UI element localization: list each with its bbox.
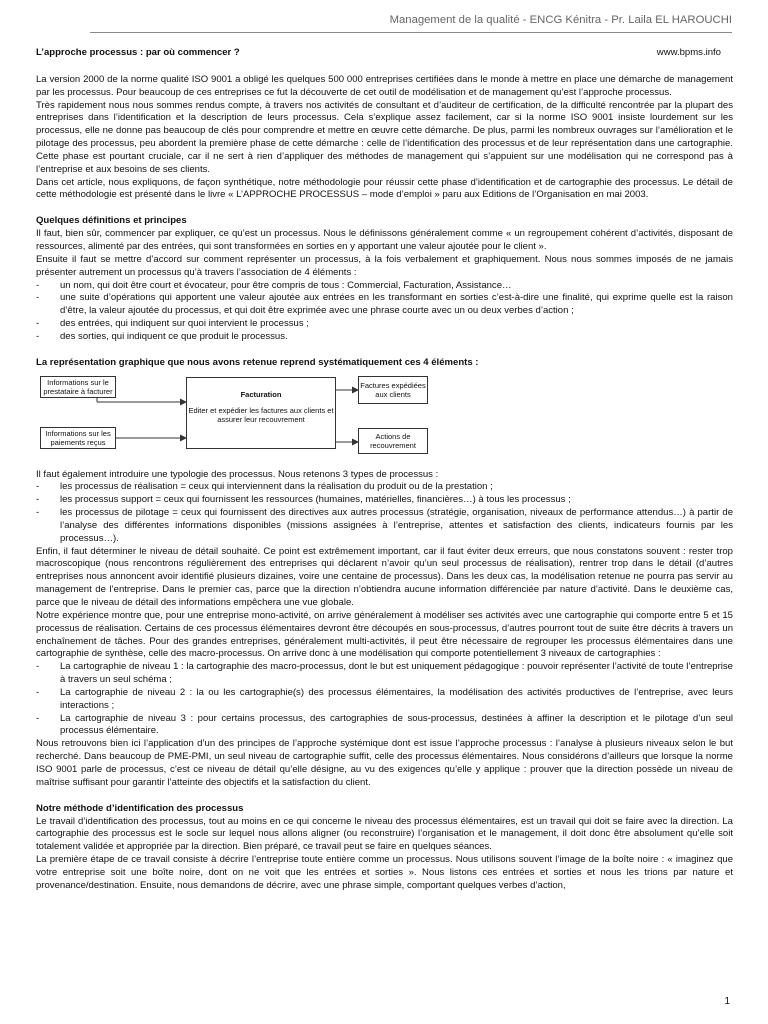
experience-paragraph: Notre expérience montre que, pour une entreprise mono-activité, on arrive généralement à modéliser ses activités avec une cartographie qui comporte entre 5 et 15 processus de réalisation. Certains de ces processus élémentaires devront être découpés en sous-processus, d’autres pourront tout de suite être décrits à travers un enchaînement de tâches. Pour des grandes entreprises, généralement multi-activités, il peut être nécessaire de regrouper les processus élémentaires dans une cartographie de synthèse, celle des macro-processus. On arrive donc à une modélisation qui comporte potentiellement 3 niveaux de cartographies :	[36, 609, 733, 660]
list-item: - des sorties, qui indiquent ce que produit le processus.	[36, 331, 733, 344]
document-body	[36, 47, 733, 893]
input-bottom-label: Informations sur les paiements reçus	[45, 428, 111, 447]
input-top-label: Informations sur le prestataire à facturer	[43, 377, 113, 396]
article-title: L’approche processus : par où commencer ?	[36, 47, 240, 58]
process-types-list	[36, 481, 733, 545]
intro-paragraph-2: Très rapidement nous nous sommes rendus compte, à travers nos activités de consultant et d’auditeur de certification, de la difficulté rencontrée par la plupart des entreprises dans l’identification et la description de leurs processus. Cela s’explique assez facilement, car si la norme ISO 9001 insiste lourdement sur les processus, elle ne donne pas beaucoup de clés pour comprendre et mettre en œuvre cette démarche. De plus, parmi les nombreux ouvrages sur l’amélioration et le pilotage des processus, peu abordent la première phase de cette démarche : celle de l’identification des processus et de leur représentation dans une cartographie. Cette phase est pourtant cruciale, car il ne sert à rien d’appliquer des méthodes de management qui s’appuient sur une modélisation qui ne correspond pas à l’entreprise et aux besoins de ses clients.	[36, 99, 733, 175]
article-title-row	[36, 47, 733, 60]
list-item: - La cartographie de niveau 2 : la ou les cartographie(s) des processus élémentaires, la modélisation des activités productives de l’entreprise, avec leurs interactions ;	[36, 687, 733, 713]
section-heading-method: Notre méthode d’identification des processus	[36, 802, 244, 814]
process-diagram	[36, 374, 733, 456]
source-url: www.bpms.info	[656, 47, 721, 58]
output-box-bottom	[358, 428, 428, 454]
list-item: - les processus support = ceux qui fournissent les ressources (humaines, matérielles, financières…) à tous les processus ;	[36, 494, 733, 507]
section-heading-definitions: Quelques définitions et principes	[36, 215, 187, 227]
input-box-top	[40, 376, 116, 398]
list-item: - un nom, qui doit être court et évocateur, pour être compris de tous : Commercial, Facturation, Assistance…	[36, 280, 733, 293]
list-item: - La cartographie de niveau 1 : la cartographie des macro-processus, dont le but est uniquement pédagogique : pouvoir représenter l’activité de toute l’entreprise à travers un seul schéma ;	[36, 661, 733, 687]
process-name: Facturation	[240, 389, 282, 399]
method-paragraph-2: La première étape de ce travail consiste à décrire l’entreprise toute entière comme un processus. Nous utilisons souvent l’image de la boîte noire : « imaginez que votre entreprise soit une boîte noire, dont on ne voit que les entrées et sorties ». Nous listons ces entrées et sorties et nous les trions par nature et provenance/destination. Ensuite, nous demandons de décrire, avec une phrase simple, comportant quelques verbes d’action,	[36, 854, 733, 891]
output-top-label: Factures expédiées aux clients	[360, 380, 426, 399]
detail-level-paragraph: Enfin, il faut déterminer le niveau de détail souhaité. Ce point est extrêmement important, car il faut éviter deux erreurs, que nous constatons souvent : rester trop macroscopique (nous rencontrons régulièrement des entreprises qui déclarent n’avoir qu’un seul processus de réalisation), rentrer trop dans le détail (d’autres entreprises nous annoncent avoir identifié plusieurs dizaines, voire une centaine de processus). Dans les deux cas, la modélisation retenue ne pourra pas servir au management de l’entreprise. Dans le premier cas, parce que la direction n’obtiendra aucune information différenciée par nature d’activité. Dans le deuxième cas, parce que le niveau de détail des informations empêchera une vue globale.	[36, 545, 733, 608]
list-item: - les processus de réalisation = ceux qui interviennent dans la réalisation du produit ou de la prestation ;	[36, 481, 733, 494]
output-box-top	[358, 376, 428, 404]
header-text: Management de la qualité - ENCG Kénitra - Pr. Laila EL HAROUCHI	[389, 14, 732, 26]
intro-paragraph-1: La version 2000 de la norme qualité ISO 9001 a obligé les quelques 500 000 entreprises certifiées dans le monde à mettre en place une démarche de management par les processus. Pour beaucoup de ces entreprises ce fut la découverte de cet outil de modélisation et de management qu’est l’approche processus.	[36, 73, 733, 98]
process-elements-list	[36, 280, 733, 344]
input-box-bottom	[40, 427, 116, 449]
definitions-paragraph-2: Ensuite il faut se mettre d’accord sur comment représenter un processus, à la fois verbalement et graphiquement. Nous nous sommes imposés de ne jamais présenter autrement un processus qu’à travers l’association de 4 éléments :	[36, 253, 733, 278]
typology-paragraph: Il faut également introduire une typologie des processus. Nous retenons 3 types de processus :	[36, 468, 439, 480]
process-box	[186, 377, 336, 449]
list-item: - des entrées, qui indiquent sur quoi intervient le processus ;	[36, 318, 733, 331]
method-paragraph-1: Le travail d’identification des processus, tout au moins en ce qui concerne le niveau des processus élémentaires, est un travail qui doit se faire avec la direction. La cartographie des processus est le socle sur lequel nous allons aligner (ou reconstruire) l’organisation et le management, il doit donc être absolument qu’elle soit totalement validée et appropriée par la direction. Bien préparé, ce travail peut se faire en quelques séances.	[36, 815, 733, 853]
cartography-levels-list	[36, 661, 733, 738]
list-item: - une suite d’opérations qui apportent une valeur ajoutée aux entrées en les transformant en sorties c’est-à-dire une finalité, qui exprime quelle est la raison d’être, la valeur ajoutée du processus, et qui doit être exprimée avec une phrase courte avec un ou deux verbes d’action ;	[36, 292, 733, 318]
output-bottom-label: Actions de recouvrement	[370, 431, 416, 450]
list-item: - La cartographie de niveau 3 : pour certains processus, des cartographies de sous-processus, destinées à affiner la description et le pilotage d’un seul processus élémentaire.	[36, 713, 733, 739]
definitions-paragraph-1: Il faut, bien sûr, commencer par expliquer, ce qu’est un processus. Nous le définissons généralement comme « un regroupement cohérent d’activités, disposant de ressources, alimenté par des entrées, qui sont transformées en sorties en y apportant une valeur ajoutée pour le client ».	[36, 228, 733, 252]
intro-paragraph-3: Dans cet article, nous expliquons, de façon synthétique, notre méthodologie pour réussir cette phase d’identification et de cartographie des processus. Le détail de cette méthodologie est présenté dans le livre « L’APPROCHE PROCESSUS – mode d’emploi » paru aux Editions de l’Organisation en mai 2003.	[36, 176, 733, 201]
page-header	[90, 14, 732, 33]
diagram-intro: La représentation graphique que nous avons retenue reprend systématiquement ces 4 éléments :	[36, 356, 479, 368]
list-item: - les processus de pilotage = ceux qui fournissent des directives aux autres processus (stratégie, organisation, niveaux de performance attendus…) à partir de l’analyse des différentes informations disponibles (missions assignées à l’entreprise, attentes et satisfaction des clients, indicateurs fournis par les processus…).	[36, 507, 733, 546]
page-number: 1	[724, 996, 730, 1007]
process-description: Editer et expédier les factures aux clients et assurer leur recouvrement	[188, 405, 334, 424]
systemic-paragraph: Nous retrouvons bien ici l’application d’un des principes de l’approche systémique dont est issue l’approche processus : l’analyse à plusieurs niveaux selon le but recherché. Dans beaucoup de PME-PMI, un seul niveau de cartographie suffit, celle des processus élémentaires. Nous considérons d’ailleurs que lorsque la norme ISO 9001 parle de processus, c’est ce niveau de détail qu’elle désigne, au vu des exigences qu’elle y applique : prouver que la direction possède un niveau de maîtrise suffisant pour garantir l’atteinte des objectifs et la satisfaction du client.	[36, 738, 733, 788]
